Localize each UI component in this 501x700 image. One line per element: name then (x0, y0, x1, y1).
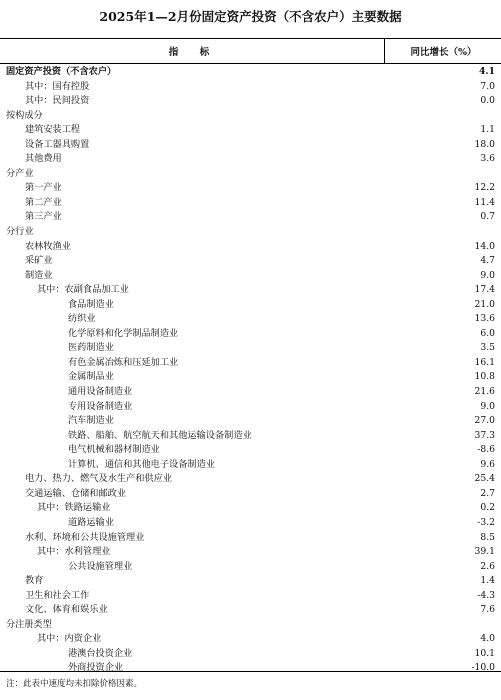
row-label: 道路运输业 (68, 516, 114, 528)
table-row (0, 109, 501, 124)
table-row (0, 65, 501, 80)
row-value: 25.4 (474, 473, 495, 485)
row-label: 第二产业 (25, 196, 62, 208)
row-label: 公共设施管理业 (68, 560, 133, 572)
row-label: 农林牧渔业 (25, 240, 71, 252)
table-title: 2025年1—2月份固定资产投资（不含农户）主要数据 (99, 9, 402, 24)
row-label: 卫生和社会工作 (25, 589, 90, 601)
row-value: 2.7 (480, 487, 495, 499)
row-value: 21.0 (474, 298, 495, 310)
row-label: 交通运输、仓储和邮政业 (25, 487, 127, 499)
row-value: 10.1 (474, 647, 495, 659)
table-row (0, 312, 501, 327)
row-label: 其中：铁路运输业 (37, 502, 111, 514)
table-row (0, 254, 501, 269)
table-row (0, 225, 501, 240)
table-row (0, 94, 501, 109)
row-value: 14.0 (474, 240, 495, 252)
row-label: 第三产业 (25, 211, 62, 223)
table-row (0, 210, 501, 225)
table-row (0, 487, 501, 502)
row-label: 纺织业 (68, 313, 96, 325)
row-value: 1.1 (480, 124, 495, 136)
row-value: 27.0 (474, 415, 495, 427)
row-value: 18.0 (474, 138, 495, 150)
row-value: 8.5 (480, 531, 495, 543)
row-label: 其他费用 (25, 153, 62, 165)
table-row (0, 167, 501, 182)
table-row (0, 283, 501, 298)
table-row (0, 138, 501, 153)
table-row (0, 400, 501, 415)
table-header (0, 39, 501, 63)
row-label: 其中：水利管理业 (37, 546, 111, 558)
row-value: 11.4 (474, 196, 495, 208)
table-row (0, 152, 501, 167)
row-label: 有色金属冶炼和压延加工业 (68, 356, 179, 368)
row-label: 专用设备制造业 (68, 400, 133, 412)
row-label: 其中：民间投资 (25, 95, 90, 107)
table-row (0, 661, 501, 676)
header-column-divider (384, 39, 385, 63)
row-label: 建筑安装工程 (25, 124, 81, 136)
header-yoy-growth: 同比增长（%） (410, 47, 477, 58)
row-value: 12.2 (474, 182, 495, 194)
row-value: 17.4 (474, 284, 495, 296)
row-value: 37.3 (474, 429, 495, 441)
row-value: 39.1 (474, 546, 495, 558)
row-label: 其中：内资企业 (37, 633, 102, 645)
row-value: 7.6 (480, 604, 495, 616)
row-value: 7.0 (480, 80, 495, 92)
row-value: 4.0 (480, 633, 495, 645)
row-label: 分行业 (6, 226, 34, 238)
table-row (0, 123, 501, 138)
row-label: 文化、体育和娱乐业 (25, 604, 108, 616)
row-label: 按构成分 (6, 109, 43, 121)
row-value: 4.1 (479, 66, 495, 77)
table-footnote: 注：此表中速度均未扣除价格因素。 (6, 679, 143, 689)
table-row (0, 181, 501, 196)
header-bottom-rule (0, 63, 501, 64)
row-label: 通用设备制造业 (68, 386, 133, 398)
row-label: 设备工器具购置 (25, 138, 90, 150)
table-row (0, 385, 501, 400)
table-row (0, 269, 501, 284)
row-label: 汽车制造业 (68, 415, 114, 427)
row-value: -10.0 (471, 662, 495, 674)
row-label: 医药制造业 (68, 342, 114, 354)
table-row (0, 458, 501, 473)
row-value: -8.6 (477, 444, 495, 456)
table-row (0, 356, 501, 371)
table-row (0, 196, 501, 211)
table-bottom-rule (0, 671, 501, 672)
row-value: 3.6 (480, 153, 495, 165)
row-value: 0.2 (480, 502, 495, 514)
row-value: 3.5 (480, 342, 495, 354)
row-label: 固定资产投资（不含农户） (6, 66, 117, 77)
row-label: 外商投资企业 (68, 662, 124, 674)
table-row (0, 370, 501, 385)
row-value: 0.7 (480, 211, 495, 223)
table-row (0, 574, 501, 589)
table-row (0, 501, 501, 516)
row-value: -4.3 (477, 589, 495, 601)
row-label: 教育 (25, 575, 44, 587)
table-row (0, 531, 501, 546)
table-row (0, 443, 501, 458)
row-label: 电力、热力、燃气及水生产和供应业 (25, 473, 172, 485)
row-value: 9.0 (480, 400, 495, 412)
table-row (0, 632, 501, 647)
table-body (0, 65, 501, 676)
table-row (0, 618, 501, 633)
row-value: 21.6 (474, 386, 495, 398)
row-label: 其中：国有控股 (25, 80, 90, 92)
table-row (0, 240, 501, 255)
table-row (0, 516, 501, 531)
row-label: 化学原料和化学制品制造业 (68, 327, 179, 339)
table-row (0, 472, 501, 487)
row-label: 分产业 (6, 167, 34, 179)
table-row (0, 603, 501, 618)
row-label: 食品制造业 (68, 298, 114, 310)
row-value: -3.2 (477, 516, 495, 528)
table-row (0, 298, 501, 313)
row-value: 9.6 (480, 458, 495, 470)
row-label: 其中：农副食品加工业 (37, 284, 129, 296)
row-label: 金属制品业 (68, 371, 114, 383)
table-row (0, 647, 501, 662)
row-label: 分注册类型 (6, 618, 52, 630)
row-value: 1.4 (480, 575, 495, 587)
table-row (0, 327, 501, 342)
row-value: 13.6 (474, 313, 495, 325)
table-row (0, 545, 501, 560)
row-value: 6.0 (480, 327, 495, 339)
table-row (0, 341, 501, 356)
row-value: 0.0 (480, 95, 495, 107)
row-value: 2.6 (480, 560, 495, 572)
row-label: 采矿业 (25, 255, 53, 267)
table-row (0, 80, 501, 95)
row-label: 第一产业 (25, 182, 62, 194)
table-row (0, 429, 501, 444)
table-row (0, 560, 501, 575)
row-value: 9.0 (480, 269, 495, 281)
header-indicator: 指 标 (168, 47, 216, 58)
row-label: 铁路、船舶、航空航天和其他运输设备制造业 (68, 429, 252, 441)
table-row (0, 414, 501, 429)
row-label: 港澳台投资企业 (68, 647, 133, 659)
row-value: 10.8 (474, 371, 495, 383)
row-label: 制造业 (25, 269, 53, 281)
row-value: 16.1 (474, 356, 495, 368)
row-label: 电气机械和器材制造业 (68, 444, 160, 456)
row-label: 水利、环境和公共设施管理业 (25, 531, 145, 543)
row-value: 4.7 (480, 255, 495, 267)
table-row (0, 589, 501, 604)
row-label: 计算机、通信和其他电子设备制造业 (68, 458, 215, 470)
